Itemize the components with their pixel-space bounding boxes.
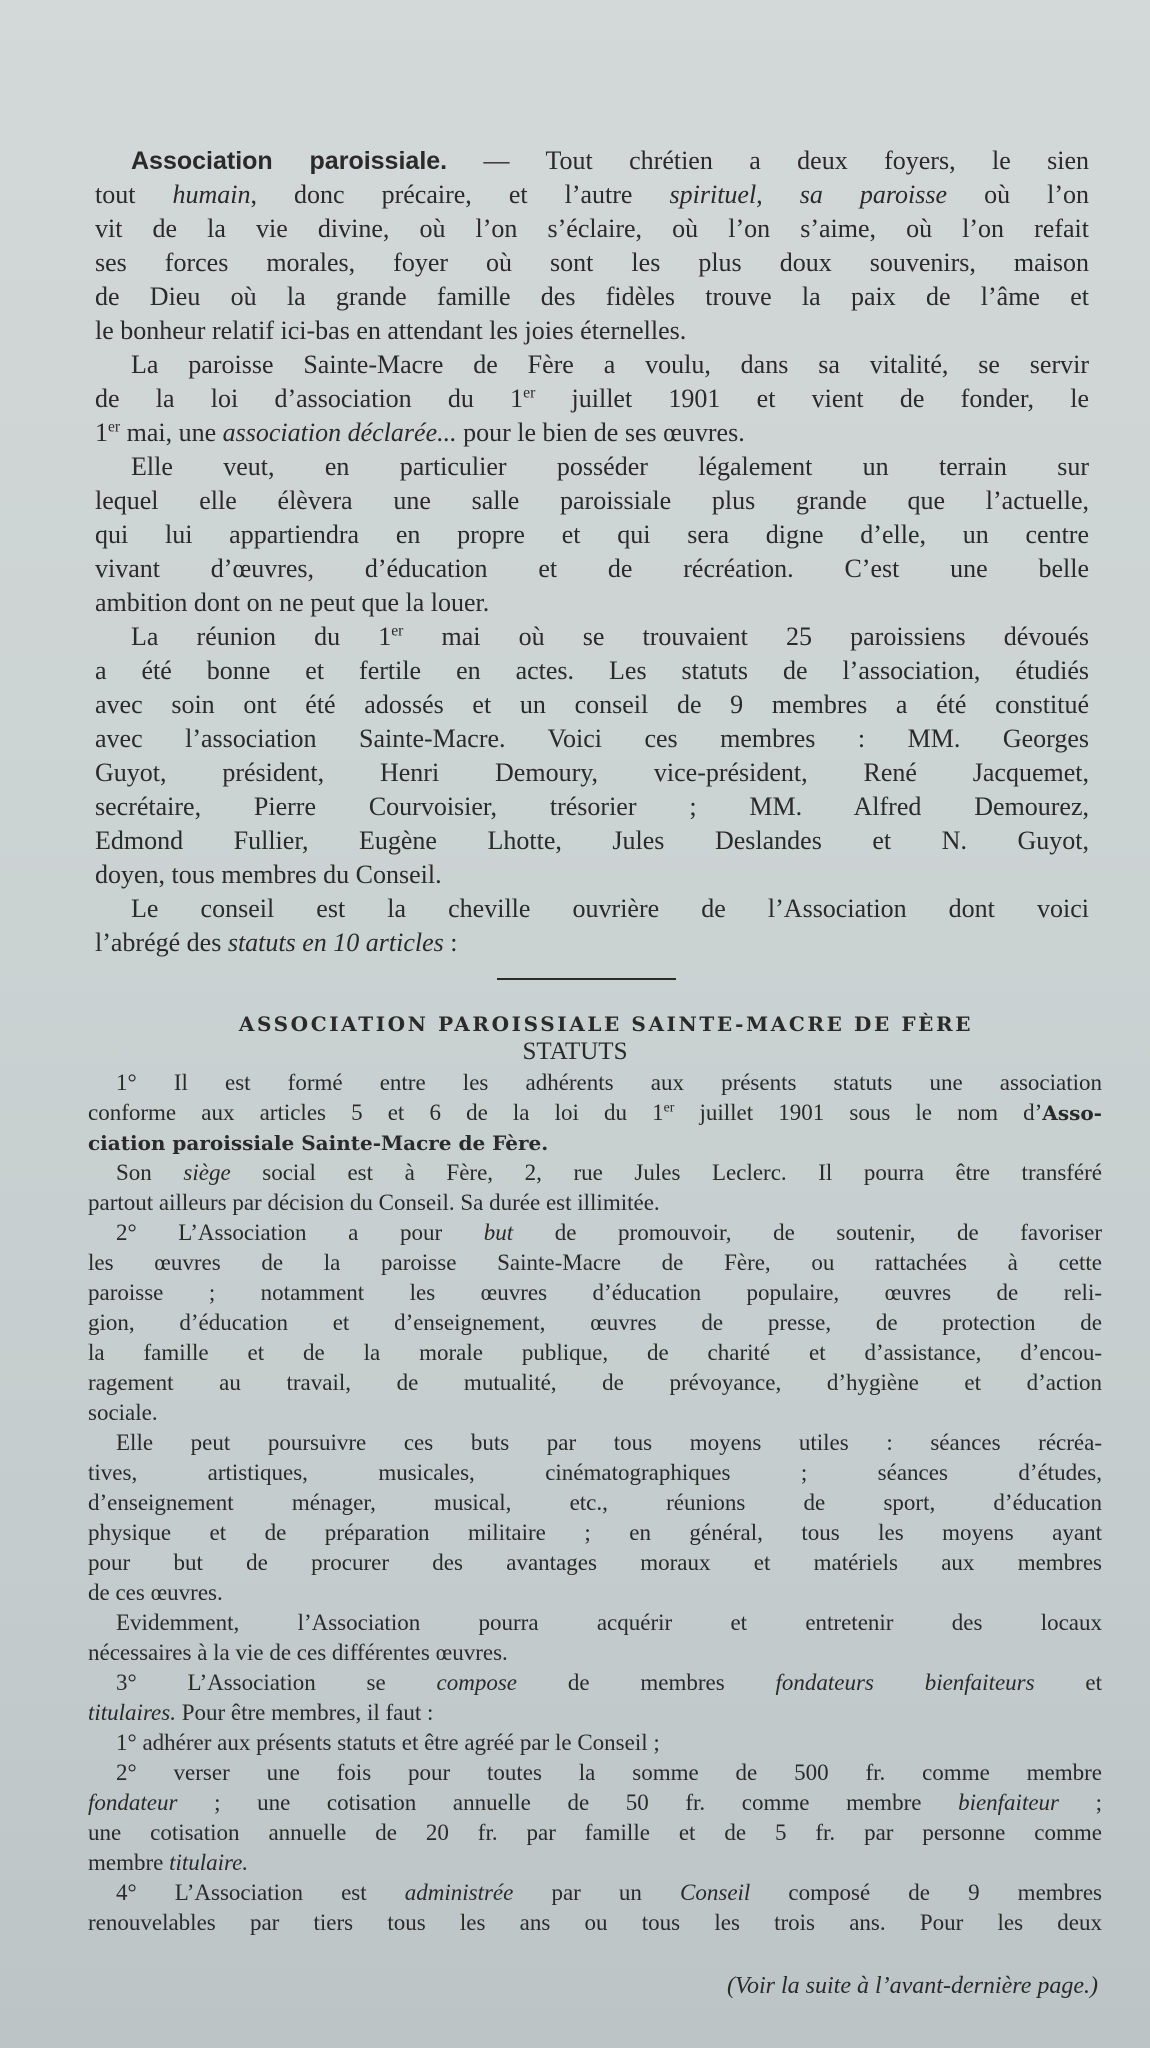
text-line <box>95 314 1089 348</box>
text-line <box>95 790 1089 824</box>
text-line <box>88 1698 1102 1728</box>
text-line <box>88 1518 1102 1548</box>
text: Pour être membres, il faut : <box>175 1700 434 1725</box>
text: a été bonne et fertile en actes. Les statuts de l’association, étudiés <box>95 656 1089 685</box>
text-line <box>95 348 1089 382</box>
text: avec l’association Sainte-Macre. Voici ces membres : MM. Georges <box>95 724 1089 753</box>
bold-text: Association paroissiale. <box>131 147 448 175</box>
text: les œuvres de la paroisse Sainte-Macre de Fère, ou rattachées à cette <box>88 1250 1102 1275</box>
superscript: er <box>523 384 536 402</box>
paragraph <box>88 1608 1102 1668</box>
text: sociale. <box>88 1400 158 1425</box>
text-line <box>88 1668 1102 1698</box>
text-line <box>88 1158 1102 1188</box>
text: partout ailleurs par décision du Conseil. Sa durée est illimitée. <box>88 1190 660 1215</box>
text-line <box>95 620 1089 654</box>
text: Elle veut, en particulier posséder légalement un terrain sur <box>131 452 1089 481</box>
paragraph <box>88 1218 1102 1428</box>
text-line <box>88 1248 1102 1278</box>
superscript: er <box>663 1099 675 1115</box>
superscript: er <box>108 418 121 436</box>
text-line <box>88 1818 1102 1848</box>
italic-text: association déclarée... <box>222 418 457 447</box>
text-line <box>88 1338 1102 1368</box>
italic-text: statuts en 10 articles <box>227 928 444 957</box>
text: ambition dont on ne peut que la louer. <box>95 588 490 617</box>
text: de Dieu où la grande famille des fidèles trouve la paix de l’âme et <box>95 282 1089 311</box>
italic-text: titulaires. <box>88 1700 176 1725</box>
text: La paroisse Sainte-Macre de Fère a voulu, dans sa vitalité, se servir <box>131 350 1089 379</box>
text: le bonheur relatif ici-bas en attendant les joies éternelles. <box>95 316 687 345</box>
text: Son <box>116 1160 184 1185</box>
paragraph <box>88 1668 1102 1728</box>
paragraph <box>88 1878 1102 1938</box>
text-line <box>88 1608 1102 1638</box>
text: , donc précaire, et l’autre <box>250 180 670 209</box>
text: conforme aux articles 5 et 6 de la loi du 1 <box>88 1100 664 1125</box>
text-line <box>95 722 1089 756</box>
text-line <box>88 1278 1102 1308</box>
text-line <box>95 654 1089 688</box>
text: gion, d’éducation et d’enseignement, œuvres de presse, de protection de <box>88 1310 1102 1335</box>
text: par un <box>513 1880 681 1905</box>
text: Elle peut poursuivre ces buts par tous moyens utiles : séances récréa- <box>116 1430 1102 1455</box>
italic-text: titulaire. <box>169 1850 249 1875</box>
text-line <box>95 586 1089 620</box>
text: Edmond Fullier, Eugène Lhotte, Jules Deslandes et N. Guyot, <box>95 826 1089 855</box>
text: doyen, tous membres du Conseil. <box>95 860 442 889</box>
text: vit de la vie divine, où l’on s’éclaire, où l’on s’aime, où l’on refait <box>95 214 1089 243</box>
text: avec soin ont été adossés et un conseil de 9 membres a été constitué <box>95 690 1089 719</box>
text-line <box>88 1548 1102 1578</box>
text-line <box>88 1098 1102 1128</box>
paragraph <box>95 348 1089 450</box>
text: de la loi d’association du 1 <box>95 384 524 413</box>
text-line <box>95 552 1089 586</box>
text-line <box>95 824 1089 858</box>
text-line <box>95 484 1089 518</box>
text-line <box>95 926 1089 960</box>
text: Guyot, président, Henri Demoury, vice-président, René Jacquemet, <box>95 758 1089 787</box>
continuation-note: (Voir la suite à l’avant-dernière page.) <box>726 1973 1098 1999</box>
text: 1° Il est formé entre les adhérents aux présents statuts une association <box>116 1070 1102 1095</box>
text: Le conseil est la cheville ouvrière de l’Association dont voici <box>131 894 1089 923</box>
text: Evidemment, l’Association pourra acquérir et entretenir des locaux <box>116 1610 1102 1635</box>
text: physique et de préparation militaire ; en général, tous les moyens ayant <box>88 1520 1102 1545</box>
text: ; <box>1059 1790 1103 1815</box>
text-line <box>88 1308 1102 1338</box>
paragraph <box>95 892 1089 960</box>
text: de ces œuvres. <box>88 1580 223 1605</box>
text-line <box>88 1428 1102 1458</box>
text-line <box>88 1068 1102 1098</box>
text: d’enseignement ménager, musical, etc., réunions de sport, d’éducation <box>88 1490 1102 1515</box>
italic-text: humain <box>172 180 251 209</box>
text-line <box>95 518 1089 552</box>
text-line <box>88 1188 1102 1218</box>
italic-text: fondateurs bienfaiteurs <box>775 1670 1035 1695</box>
text-line <box>88 1578 1102 1608</box>
bold-text: Asso- <box>1042 1101 1102 1125</box>
text-line <box>95 178 1089 212</box>
text: 1 <box>95 418 108 447</box>
italic-text: spirituel, sa paroisse <box>669 180 948 209</box>
text-line <box>88 1368 1102 1398</box>
text: La réunion du 1 <box>131 622 392 651</box>
statutes-body <box>88 1068 1102 1938</box>
text: la famille et de la morale publique, de charité et d’assistance, d’encou- <box>88 1340 1102 1365</box>
text-line <box>88 1488 1102 1518</box>
bold-text: ciation paroissiale Sainte-Macre de Fère. <box>88 1131 549 1155</box>
text-line <box>95 450 1089 484</box>
paragraph <box>88 1728 1102 1758</box>
text: 2° verser une fois pour toutes la somme de 500 fr. comme membre <box>116 1760 1102 1785</box>
text: tives, artistiques, musicales, cinématographiques ; séances d’études, <box>88 1460 1102 1485</box>
text: 2° L’Association a pour <box>116 1220 484 1245</box>
text-line <box>95 756 1089 790</box>
text: et <box>1034 1670 1102 1695</box>
text: : <box>443 928 458 957</box>
statutes-subheading: STATUTS <box>522 1038 628 1065</box>
text-line <box>88 1878 1102 1908</box>
text-line <box>88 1398 1102 1428</box>
text-line <box>95 892 1089 926</box>
paragraph <box>88 1158 1102 1218</box>
text: renouvelables par tiers tous les ans ou tous les trois ans. Pour les deux <box>88 1910 1102 1935</box>
text: juillet 1901 sous le nom d’ <box>674 1100 1043 1125</box>
text: lequel elle élèvera une salle paroissiale plus grande que l’actuelle, <box>95 486 1089 515</box>
text: une cotisation annuelle de 20 fr. par famille et de 5 fr. par personne comme <box>88 1820 1102 1845</box>
text-line <box>95 688 1089 722</box>
paragraph <box>88 1428 1102 1608</box>
text-line <box>88 1758 1102 1788</box>
text: mai où se trouvaient 25 paroissiens dévoués <box>403 622 1090 651</box>
text: — Tout chrétien a deux foyers, le sien <box>447 146 1090 175</box>
text-line <box>88 1218 1102 1248</box>
text: composé de 9 membres <box>750 1880 1102 1905</box>
paragraph <box>88 1758 1102 1878</box>
text: où l’on <box>947 180 1089 209</box>
text-line <box>95 246 1089 280</box>
text: 3° L’Association se <box>116 1670 437 1695</box>
section-divider <box>497 978 676 980</box>
text: nécessaires à la vie de ces différentes œuvres. <box>88 1640 508 1665</box>
text-line <box>88 1848 1102 1878</box>
italic-text: compose <box>436 1670 517 1695</box>
text-line <box>95 280 1089 314</box>
italic-text: siège <box>183 1160 231 1185</box>
text: secrétaire, Pierre Courvoisier, trésorier ; MM. Alfred Demourez, <box>95 792 1089 821</box>
paragraph <box>95 450 1089 620</box>
text: de membres <box>517 1670 776 1695</box>
text: membre <box>88 1850 170 1875</box>
text: pour but de procurer des avantages moraux et matériels aux membres <box>88 1550 1102 1575</box>
italic-text: fondateur <box>88 1790 178 1815</box>
text-line <box>95 858 1089 892</box>
text: ses forces morales, foyer où sont les plus doux souvenirs, maison <box>95 248 1089 277</box>
text: de promouvoir, de soutenir, de favoriser <box>513 1220 1103 1245</box>
italic-text: Conseil <box>680 1880 751 1905</box>
text: qui lui appartiendra en propre et qui sera digne d’elle, un centre <box>95 520 1089 549</box>
italic-text: administrée <box>404 1880 514 1905</box>
text: tout <box>95 180 173 209</box>
text: ; une cotisation annuelle de 50 fr. comme membre <box>177 1790 959 1815</box>
text-line <box>95 416 1089 450</box>
italic-text: bienfaiteur <box>958 1790 1059 1815</box>
text-line <box>88 1128 1102 1158</box>
paragraph <box>88 1068 1102 1158</box>
text-line <box>88 1788 1102 1818</box>
text-line <box>95 382 1089 416</box>
text-line <box>95 144 1089 178</box>
text-line <box>88 1908 1102 1938</box>
italic-text: but <box>483 1220 514 1245</box>
text: ragement au travail, de mutualité, de prévoyance, d’hygiène et d’action <box>88 1370 1102 1395</box>
paragraph <box>95 144 1089 348</box>
text: mai, une <box>120 418 223 447</box>
text: pour le bien de ses œuvres. <box>456 418 745 447</box>
text-line <box>88 1638 1102 1668</box>
intro-article <box>95 144 1089 960</box>
text: vivant d’œuvres, d’éducation et de récréation. C’est une belle <box>95 554 1089 583</box>
text: l’abrégé des <box>95 928 228 957</box>
text-line <box>88 1728 1102 1758</box>
text-line <box>88 1458 1102 1488</box>
text: 4° L’Association est <box>116 1880 405 1905</box>
text: social est à Fère, 2, rue Jules Leclerc. Il pourra être transféré <box>230 1160 1103 1185</box>
text: juillet 1901 et vient de fonder, le <box>535 384 1090 413</box>
superscript: er <box>391 622 404 640</box>
paragraph <box>95 620 1089 892</box>
statutes-heading: ASSOCIATION PAROISSIALE SAINTE-MACRE DE FÈRE <box>238 1012 974 1036</box>
text: 1° adhérer aux présents statuts et être agréé par le Conseil ; <box>116 1730 660 1755</box>
text: paroisse ; notamment les œuvres d’éducation populaire, œuvres de reli- <box>88 1280 1102 1305</box>
text-line <box>95 212 1089 246</box>
